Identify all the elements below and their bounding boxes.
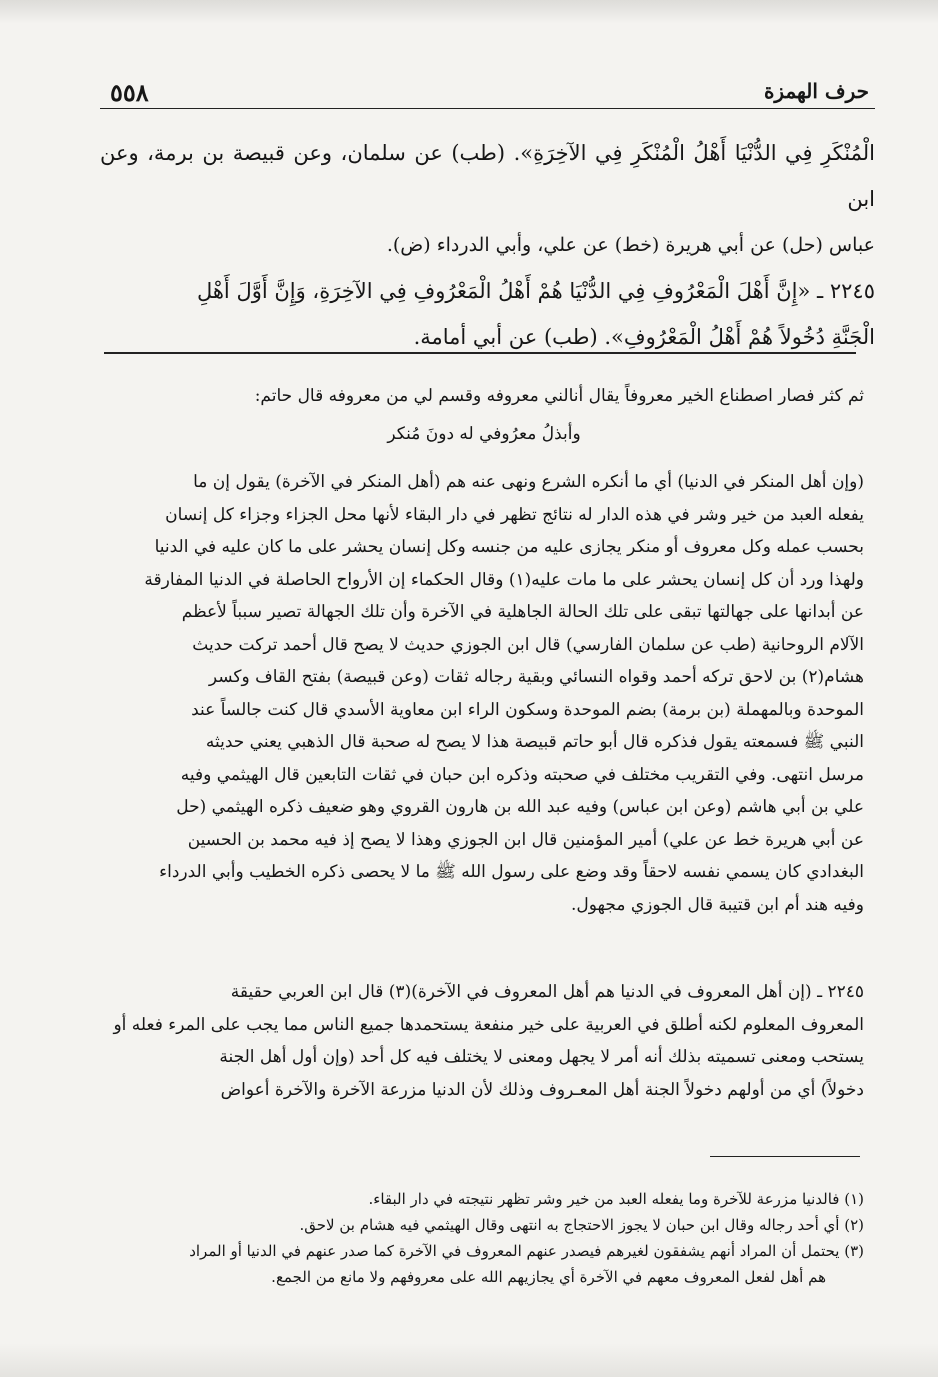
commentary-paragraph-2 [104,976,864,1106]
commentary-line: مرسل انتهى. وفي التقريب مختلف في صحبته وذكره ابن حبان في ثقات التابعين قال الهيثمي وفيه [180,764,864,785]
hadith-2245-line: ٢٢٤٥ ـ «إِنَّ أَهْلَ الْمَعْرُوفِ فِي الدُّنْيَا هُمْ أَهْلُ الْمَعْرُوفِ فِي الآخِرَةِ، وَإِنَّ أَوَّلَ أَهْلِ [196,279,875,303]
poetry-verse [104,424,864,444]
hadith-text [100,130,875,360]
verse-line: وأبذلُ معرُوفي له دونَ مُنكر [387,424,581,444]
page-number: ٥٥٨ [110,78,149,107]
scan-shadow-top [0,0,938,24]
commentary-line: عن أبي هريرة خط عن علي) أمير المؤمنين قال ابن الجوزي وهذا لا يصح إذ فيه محمد بن الحسين [187,829,864,850]
commentary-line: هشام(٢) بن لاحق تركه أحمد وقواه النسائي وبقية رجاله ثقات (وعن قبيصة) بفتح القاف وكسر [208,667,864,687]
commentary-line: ثم كثر فصار اصطناع الخير معروفاً يقال أنالني معروفه وقسم لي من معروفه قال حاتم: [254,386,864,406]
page-header [100,76,875,109]
commentary-line: الآلام الروحانية (طب عن سلمان الفارسي) قال ابن الجوزي حديث لا يصح قال أحمد تركت حديث [192,634,864,655]
commentary-line: يستحب ومعنى تسميته بذلك أنه أمر لا يجهل ومعنى لا يختلف فيه كل أحد (وإن أول أهل الجنة [219,1047,864,1067]
commentary-line: الموحدة وبالمهملة (بن برمة) بضم الموحدة وسكون الراء ابن معاوية الأسدي قال كنت جالساً عند [191,699,864,720]
footnote-2: (٢) أي أحد رجاله وقال ابن حبان لا يجوز الاحتجاج به انتهى وقال الهيثمي فيه هشام بن لاحق. [299,1216,864,1234]
footnotes [104,1186,864,1290]
scan-shadow-bottom [0,1343,938,1377]
footnote-divider [710,1156,860,1157]
footnote-3-continued: هم أهل لفعل المعروف معهم في الآخرة أي يجازيهم الله على معروفهم ولا مانع من الجمع. [271,1268,826,1286]
commentary-line: ٢٢٤٥ ـ (إن أهل المعروف في الدنيا هم أهل المعروف في الآخرة)(٣) قال ابن العربي حقيقة [230,982,864,1002]
footnote-1: (١) فالدنيا مزرعة للآخرة وما يفعله العبد من خير وشر تظهر نتيجته في دار البقاء. [368,1190,864,1208]
hadith-line: عباس (حل) عن أبي هريرة (خط) عن علي، وأبي الدرداء (ض). [386,234,875,256]
text-commentary-divider [104,352,856,354]
commentary-line: وفيه هند أم ابن قتيبة قال الجوزي مجهول. [571,894,864,915]
chapter-title: حرف الهمزة [763,79,869,103]
commentary-line: البغدادي كان يسمي نفسه لاحقاً وقد وضع على رسول الله ﷺ ما لا يحصى ذكره الخطيب وأبي الدرداء [159,862,864,882]
commentary-line: المعروف المعلوم لكنه أطلق في العربية على خير منفعة يستحمدها جميع الناس مما يجب على المرء فعله أو [113,1014,864,1035]
hadith-2245-line: الْجَنَّةِ دُخُولاً هُمْ أَهْلُ الْمَعْرُوفِ». (طب) عن أبي أمامة. [413,325,875,349]
commentary-line: ولهذا ورد أن كل إنسان يحشر على ما مات عليه(١) وقال الحكماء إن الأرواح الحاصلة في الدنيا المفارقة [144,569,864,590]
commentary-intro [104,380,864,413]
commentary-line: عن أبدانها على جهالتها تبقى على تلك الحالة الجاهلية في الآخرة وأن تلك الجهالة تصير سبباً لأعظم [181,602,864,622]
hadith-line: الْمُنْكَرِ فِي الدُّنْيَا أَهْلُ الْمُنْكَرِ فِي الآخِرَةِ». (طب) عن سلمان، وعن قبيصة بن برمة، وعن ابن [100,141,875,211]
commentary-line: دخولاً) أي من أولهم دخولاً الجنة أهل المعـروف وذلك لأن الدنيا مزرعة الآخرة والآخرة أعواض [220,1079,864,1100]
commentary-line: يفعله العبد من خير وشر في هذه الدار له نتائج تظهر في دار البقاء لأنها محل الجزاء وجزاء كل إنسان [165,504,864,525]
commentary-line: بحسب عمله وكل معروف أو منكر يجازى عليه من جنسه وكل إنسان يحشر على ما كان عليه في الدنيا [154,537,864,557]
commentary-line: (وإن أهل المنكر في الدنيا) أي ما أنكره الشرع ونهى عنه هم (أهل المنكر في الآخرة) يقول إن ما [193,472,864,492]
commentary-line: علي بن أبي هاشم (وعن ابن عباس) وفيه عبد الله بن هارون القروي وهو ضعيف ذكره الهيثمي (حل [176,797,864,817]
footnote-3: (٣) يحتمل أن المراد أنهم يشفقون لغيرهم فيصدر عنهم المعروف في الآخرة كما صدر عنهم في الدنيا أو المراد [189,1242,864,1260]
commentary-line: النبي ﷺ فسمعته يقول فذكره قال أبو حاتم قبيصة هذا لا يصح له صحبة قال الذهبي يعني حديثه [205,732,864,752]
commentary-paragraph-1 [104,466,864,921]
